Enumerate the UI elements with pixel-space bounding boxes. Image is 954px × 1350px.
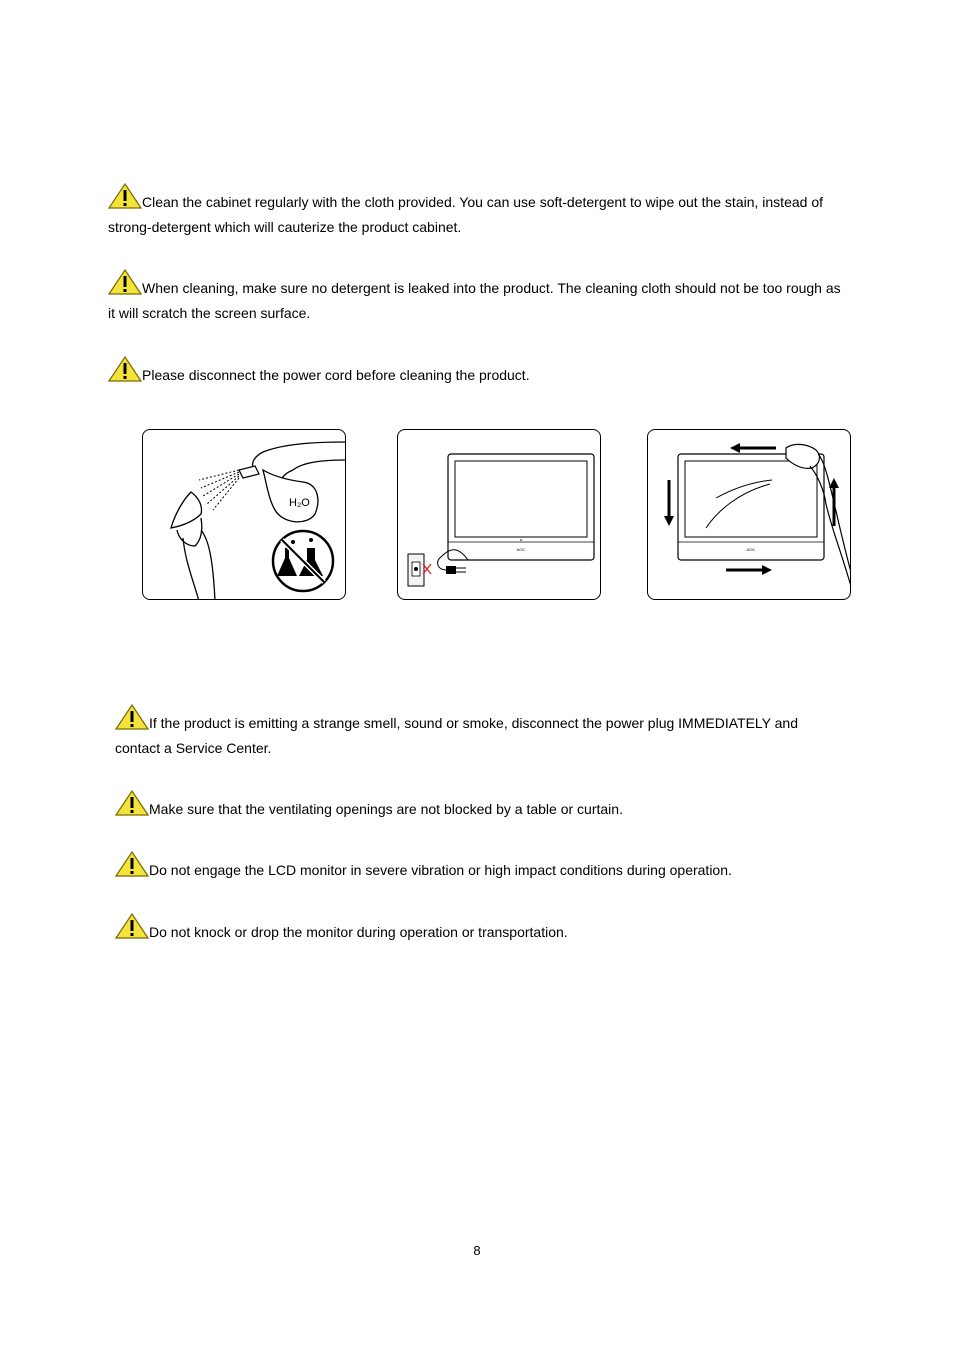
- warning-icon: [108, 183, 142, 209]
- note-text: When cleaning, make sure no detergent is leaked into the product. The cleaning cloth should not be too rough as it will scratch the screen surface.: [108, 280, 841, 321]
- warning-icon: [108, 356, 142, 382]
- note-text: Do not engage the LCD monitor in severe vibration or high impact conditions during operation.: [149, 862, 732, 878]
- warning-icon: [115, 851, 149, 877]
- note-text: Clean the cabinet regularly with the cloth provided. You can use soft-detergent to wipe out the stain, instead of strong-detergent which will cauterize the product cabinet.: [108, 194, 823, 235]
- note-ventilating-openings: [115, 790, 845, 822]
- monitor-logo: AOC: [746, 547, 756, 552]
- warning-icon: [115, 790, 149, 816]
- note-clean-cabinet: [108, 183, 848, 240]
- figure-wipe-screen: [647, 429, 851, 600]
- note-detergent-leak: [108, 269, 848, 326]
- note-text: Do not knock or drop the monitor during operation or transportation.: [149, 924, 568, 940]
- note-text: Please disconnect the power cord before cleaning the product.: [142, 367, 530, 383]
- warning-icon: [115, 704, 149, 730]
- warning-icon: [115, 913, 149, 939]
- note-strange-smell: [115, 704, 845, 761]
- note-knock-drop: [115, 913, 845, 945]
- figure-spray-water: [142, 429, 346, 600]
- warning-icon: [108, 269, 142, 295]
- note-text: If the product is emitting a strange smell, sound or smoke, disconnect the power plug IMMEDIATELY and contact a Service Center.: [115, 715, 798, 756]
- note-vibration: [115, 851, 845, 883]
- figure-unplug-monitor: [397, 429, 601, 600]
- note-disconnect-power: [108, 356, 848, 388]
- page-number: 8: [473, 1243, 481, 1258]
- note-text: Make sure that the ventilating openings are not blocked by a table or curtain.: [149, 801, 623, 817]
- bottle-label: H₂O: [289, 497, 310, 509]
- monitor-logo: AOC: [516, 547, 526, 552]
